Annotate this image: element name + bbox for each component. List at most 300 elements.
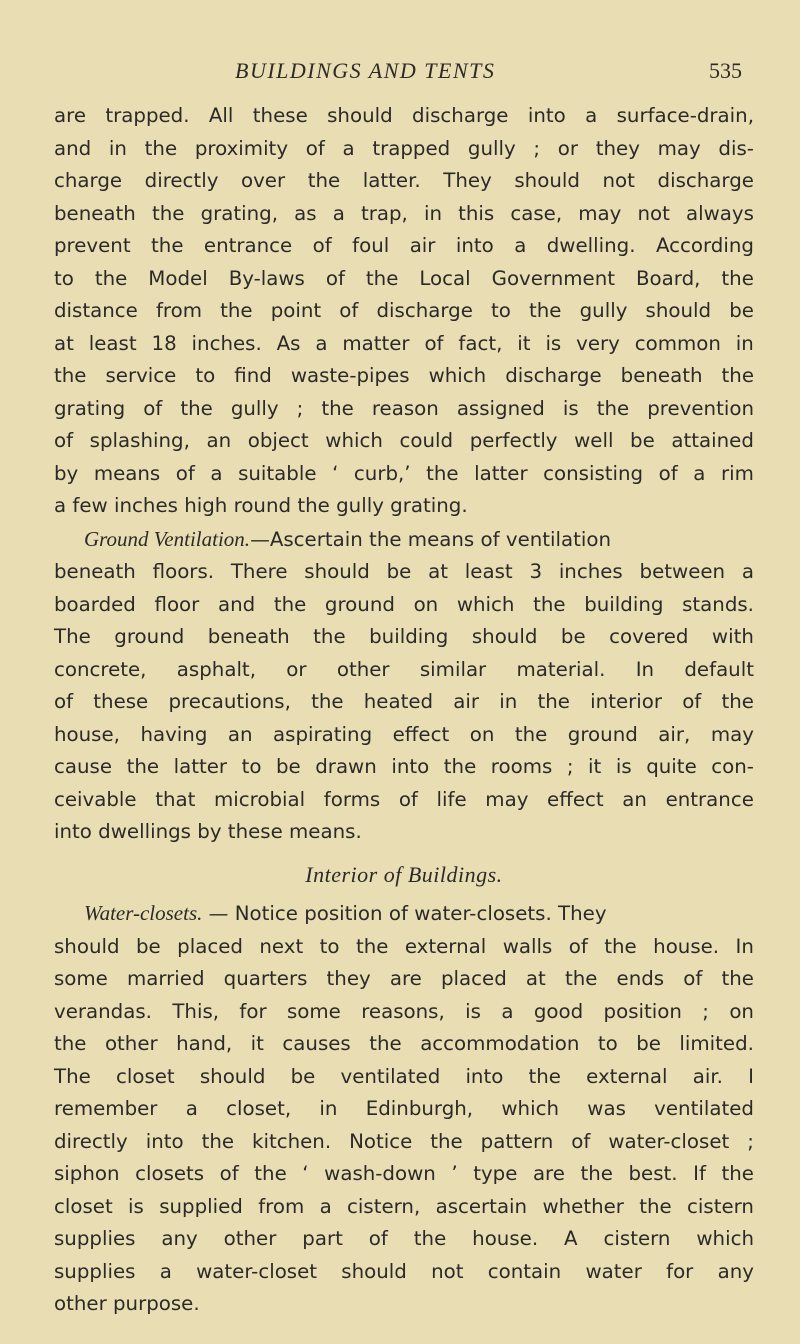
word: over <box>241 169 286 192</box>
word: air. <box>692 1064 723 1088</box>
word: should <box>54 934 120 958</box>
word: waste-pipes <box>290 364 410 387</box>
text-line: into dwellings by these means. <box>54 820 362 843</box>
word: the <box>254 1162 287 1185</box>
word: stands. <box>682 592 754 616</box>
word: verandas. <box>54 999 152 1023</box>
word: not <box>431 1259 464 1283</box>
word: into <box>391 755 430 778</box>
word: walls <box>502 934 553 958</box>
word: in <box>423 201 442 225</box>
text-line <box>54 556 754 589</box>
word: to <box>54 266 74 290</box>
word: water-closet <box>608 1129 730 1153</box>
word: to <box>241 755 262 778</box>
text-line <box>54 589 754 622</box>
text-line <box>54 1093 754 1126</box>
word: the <box>426 461 459 485</box>
word: If <box>693 1162 706 1185</box>
word: part <box>302 1227 343 1250</box>
word: drawn <box>315 755 377 778</box>
word: house. <box>472 1227 539 1250</box>
word: should <box>514 169 580 192</box>
word: the <box>413 1227 447 1250</box>
text-line <box>54 393 754 426</box>
word: Edinburgh, <box>365 1097 474 1120</box>
word: at <box>525 967 546 990</box>
word: foul <box>352 234 390 257</box>
word: which <box>325 429 383 452</box>
word: other <box>336 657 390 681</box>
word: least <box>88 331 137 355</box>
word: a <box>741 560 754 583</box>
word: an <box>227 722 253 746</box>
word: closet <box>115 1064 175 1088</box>
word: these <box>252 104 308 127</box>
word: that <box>155 787 196 811</box>
word: pattern <box>480 1129 554 1153</box>
word: the <box>220 299 253 322</box>
word: in <box>735 331 754 355</box>
word: default <box>684 657 754 681</box>
run-in-heading: Ground Ventilation. <box>84 526 251 551</box>
text-line <box>54 996 754 1029</box>
word: ; <box>533 136 541 160</box>
word: the <box>514 722 548 746</box>
word: trap, <box>360 201 408 225</box>
word: of <box>54 690 74 713</box>
word: be <box>630 429 655 452</box>
word: rooms <box>490 755 553 778</box>
word: be <box>135 934 161 958</box>
word: floors. <box>152 560 215 583</box>
word: at <box>54 331 74 355</box>
word: ; <box>702 999 709 1023</box>
word: This, <box>172 999 220 1023</box>
text-line <box>54 458 754 491</box>
word: ; <box>747 1129 754 1153</box>
word: the <box>529 299 562 322</box>
word: perfectly <box>469 429 558 452</box>
paragraph-first-line <box>54 523 754 557</box>
word: they <box>326 967 371 990</box>
word: of <box>658 461 678 485</box>
word: air <box>453 690 480 713</box>
word: trapped <box>372 136 451 160</box>
word: effect <box>547 787 604 811</box>
run-in-heading: Water-closets. <box>84 901 203 925</box>
word: position <box>603 999 682 1023</box>
word: life <box>436 787 467 811</box>
word: be <box>290 1064 316 1088</box>
word: The <box>54 625 91 648</box>
word: discharge <box>412 104 509 127</box>
word: may <box>710 722 754 746</box>
text-line <box>54 360 754 393</box>
word: a <box>501 999 514 1023</box>
word: some <box>287 999 341 1023</box>
text-line <box>54 295 754 328</box>
word: attained <box>671 429 754 452</box>
word: In <box>635 657 655 681</box>
paragraph-ground-ventilation <box>54 523 754 849</box>
word: building <box>584 592 664 616</box>
word: it <box>588 755 602 778</box>
word: a <box>514 234 527 257</box>
body-text <box>54 100 754 1321</box>
word: in <box>319 1097 338 1120</box>
text-line <box>54 1061 754 1094</box>
word: splashing, <box>89 429 190 452</box>
word: rim <box>720 461 754 485</box>
word: the <box>54 364 87 387</box>
word: a <box>693 461 706 485</box>
word: in <box>499 690 518 713</box>
word: a <box>332 201 345 225</box>
text-line <box>54 198 754 231</box>
word: prevent <box>54 234 131 257</box>
word: an <box>622 787 647 811</box>
word: of <box>312 234 332 257</box>
text-line <box>54 165 754 198</box>
word: whether <box>542 1194 624 1218</box>
word: distance <box>54 299 138 322</box>
word: is <box>615 755 632 778</box>
word: ascertain <box>435 1194 528 1218</box>
word: by <box>54 461 79 485</box>
word: in <box>108 136 127 160</box>
word: Board, <box>635 266 701 290</box>
word: be <box>560 625 586 648</box>
text-line <box>54 784 754 817</box>
text-line <box>54 100 754 133</box>
word: gully <box>579 299 628 322</box>
word: The <box>54 1064 91 1088</box>
word: A <box>564 1227 578 1250</box>
word: least <box>464 560 513 583</box>
word: of <box>368 1227 388 1250</box>
word: of <box>568 934 588 958</box>
word: are <box>389 967 422 990</box>
word: Local <box>419 266 471 290</box>
word: ground <box>114 625 185 648</box>
word: good <box>533 999 584 1023</box>
word: water <box>585 1259 642 1283</box>
running-title: BUILDINGS AND TENTS <box>235 58 496 83</box>
word: of <box>683 967 703 990</box>
word: entrance <box>203 234 293 257</box>
word: the <box>528 1064 561 1088</box>
word: means <box>93 461 161 485</box>
word: According <box>655 234 754 257</box>
word: contain <box>487 1259 562 1283</box>
word: In <box>735 934 754 958</box>
word: of <box>571 1129 591 1153</box>
word: or <box>286 657 307 681</box>
word: it <box>250 1032 264 1055</box>
word: at <box>428 560 449 583</box>
word: charge <box>54 169 123 192</box>
word: the <box>721 364 754 387</box>
word: with <box>711 625 754 648</box>
word: they <box>595 136 640 160</box>
word: the <box>144 136 178 160</box>
word: siphon <box>54 1162 120 1185</box>
word: beneath <box>620 364 703 387</box>
word: quarters <box>223 967 308 990</box>
word: of <box>54 429 74 452</box>
word: be <box>386 560 412 583</box>
word: the <box>564 967 598 990</box>
first-line-text: —Ascertain the means of ventilation <box>250 527 612 551</box>
word: supplied <box>159 1194 243 1218</box>
word: proximity <box>194 136 289 160</box>
word: a <box>585 104 598 127</box>
word: the <box>537 690 570 713</box>
word: Model <box>148 266 208 290</box>
word: the <box>126 755 160 778</box>
word: All <box>208 104 234 127</box>
text-line <box>54 1256 754 1289</box>
word: placed <box>177 934 243 958</box>
word: a <box>315 331 328 355</box>
word: closet <box>54 1194 113 1218</box>
word: well <box>574 429 614 452</box>
word: of <box>339 299 359 322</box>
word: the <box>355 934 389 958</box>
word: gully <box>467 136 516 160</box>
word: beneath <box>54 560 136 583</box>
word: beneath <box>207 625 290 648</box>
word: into <box>527 104 566 127</box>
word: wash-down <box>324 1162 436 1185</box>
word: find <box>234 364 272 387</box>
word: the <box>443 755 477 778</box>
word: They <box>443 169 492 192</box>
word: ‘ <box>302 1162 309 1185</box>
word: the <box>580 1162 613 1185</box>
word: of <box>424 331 444 355</box>
word: ceivable <box>54 787 137 811</box>
word: precautions, <box>168 690 291 713</box>
word: the <box>639 1194 672 1218</box>
word: a <box>159 1259 172 1283</box>
word: the <box>180 396 213 420</box>
word: may <box>578 201 622 225</box>
word: fact, <box>458 331 503 355</box>
word: as <box>294 201 317 225</box>
text-line <box>54 1191 754 1224</box>
word: should <box>645 299 712 322</box>
word: any <box>161 1227 198 1250</box>
word: interior <box>590 690 662 713</box>
word: concrete, <box>54 657 147 681</box>
word: should <box>199 1064 266 1088</box>
word: suitable <box>238 461 317 485</box>
word: inches <box>558 560 623 583</box>
word: dwelling. <box>546 234 636 257</box>
word: should <box>471 625 538 648</box>
word: supplies <box>54 1227 136 1250</box>
word: placed <box>440 967 507 990</box>
word: prevention <box>647 396 754 420</box>
word: trapped. <box>105 104 190 127</box>
paragraph-first-line <box>54 897 754 931</box>
word: common <box>634 331 721 355</box>
word: forms <box>323 787 381 811</box>
word: is <box>128 1194 144 1218</box>
word: next <box>259 934 304 958</box>
word: this <box>458 201 495 225</box>
word: directly <box>144 169 219 192</box>
word: the <box>369 1032 402 1055</box>
word: having <box>140 722 208 746</box>
word: kitchen. <box>252 1129 332 1153</box>
word: There <box>230 560 288 583</box>
word: or <box>557 136 579 160</box>
word: floor <box>154 592 200 616</box>
word: latter. <box>362 169 421 192</box>
word: a <box>319 1194 332 1218</box>
word: a <box>210 461 223 485</box>
word: married <box>127 967 205 990</box>
word: the <box>151 201 185 225</box>
word: grating <box>54 396 126 420</box>
word: curb,’ <box>353 461 411 485</box>
word: the <box>273 592 307 616</box>
word: it <box>517 331 531 355</box>
word: entrance <box>665 787 754 811</box>
word: asphalt, <box>176 657 256 681</box>
word: grating, <box>200 201 279 225</box>
word: of <box>325 266 345 290</box>
word: the <box>201 1129 235 1153</box>
word: cistern <box>687 1194 754 1218</box>
word: a <box>185 1097 198 1120</box>
word: of <box>305 136 325 160</box>
text-line <box>54 1158 754 1191</box>
word: very <box>576 331 620 355</box>
word: reasons, <box>361 999 445 1023</box>
word: object <box>247 429 309 452</box>
word: into <box>455 234 494 257</box>
word: should <box>341 1259 407 1283</box>
word: for <box>666 1259 694 1283</box>
word: is <box>562 396 579 420</box>
first-line-text: — Notice position of water-closets. They <box>202 902 607 925</box>
word: other <box>104 1032 158 1055</box>
word: surface-drain, <box>616 104 754 127</box>
paragraph-water-closets <box>54 897 754 1321</box>
word: boarded <box>54 592 136 616</box>
section-heading: Interior of Buildings. <box>305 861 503 887</box>
word: cistern <box>603 1227 671 1250</box>
word: other <box>223 1227 277 1250</box>
word: was <box>587 1097 626 1120</box>
word: the <box>151 234 184 257</box>
page-number: 535 <box>709 58 742 83</box>
word: always <box>686 201 754 225</box>
word: type <box>473 1162 518 1185</box>
word: matter <box>342 331 410 355</box>
word: best. <box>628 1162 678 1185</box>
word: may <box>485 787 529 811</box>
word: these <box>93 690 149 713</box>
word: con- <box>711 755 754 778</box>
word: discharge <box>657 169 754 192</box>
word: and <box>217 592 256 616</box>
word: supplies <box>54 1259 136 1283</box>
text-line <box>54 621 754 654</box>
text-line <box>54 931 754 964</box>
word: to <box>195 364 216 387</box>
word: inches. <box>191 331 262 355</box>
word: microbial <box>214 787 306 811</box>
text-line <box>54 751 754 784</box>
word: the <box>311 690 344 713</box>
text-line <box>54 425 754 458</box>
text-line <box>54 654 754 687</box>
word: ground <box>567 722 638 746</box>
word: the <box>721 690 754 713</box>
paragraph-drainage <box>54 100 754 523</box>
word: could <box>399 429 454 452</box>
word: which <box>428 364 487 387</box>
word: consisting <box>543 461 644 485</box>
word: not <box>602 169 635 192</box>
word: a <box>342 136 355 160</box>
word: Notice <box>349 1129 413 1153</box>
word: service <box>105 364 177 387</box>
word: dis- <box>718 136 754 160</box>
word: point <box>270 299 322 322</box>
word: external <box>586 1064 668 1088</box>
word: the <box>313 625 346 648</box>
word: is <box>545 331 562 355</box>
word: By-laws <box>228 266 305 290</box>
word: of <box>175 461 195 485</box>
word: to <box>597 1032 618 1055</box>
word: of <box>143 396 163 420</box>
word: the <box>94 266 128 290</box>
word: the <box>533 592 566 616</box>
text-line <box>54 1028 754 1061</box>
word: ends <box>616 967 665 990</box>
word: 3 <box>529 560 543 583</box>
text-line <box>54 719 754 752</box>
word: the <box>54 1032 87 1055</box>
word: any <box>717 1259 754 1283</box>
word: the <box>721 1162 754 1185</box>
word: of <box>682 690 702 713</box>
text-line <box>54 263 754 296</box>
word: from <box>258 1194 305 1218</box>
text-line: other purpose. <box>54 1292 200 1315</box>
word: I <box>748 1064 754 1088</box>
word: on <box>413 592 439 616</box>
text-line: a few inches high round the gully grating. <box>54 494 468 517</box>
word: limited. <box>679 1032 754 1055</box>
word: of <box>398 787 418 811</box>
word: which <box>456 592 515 616</box>
word: should <box>327 104 393 127</box>
word: case, <box>510 201 563 225</box>
word: is <box>465 999 481 1023</box>
word: on <box>469 722 495 746</box>
word: ; <box>296 396 304 420</box>
word: ‘ <box>332 461 339 485</box>
word: which <box>501 1097 559 1120</box>
